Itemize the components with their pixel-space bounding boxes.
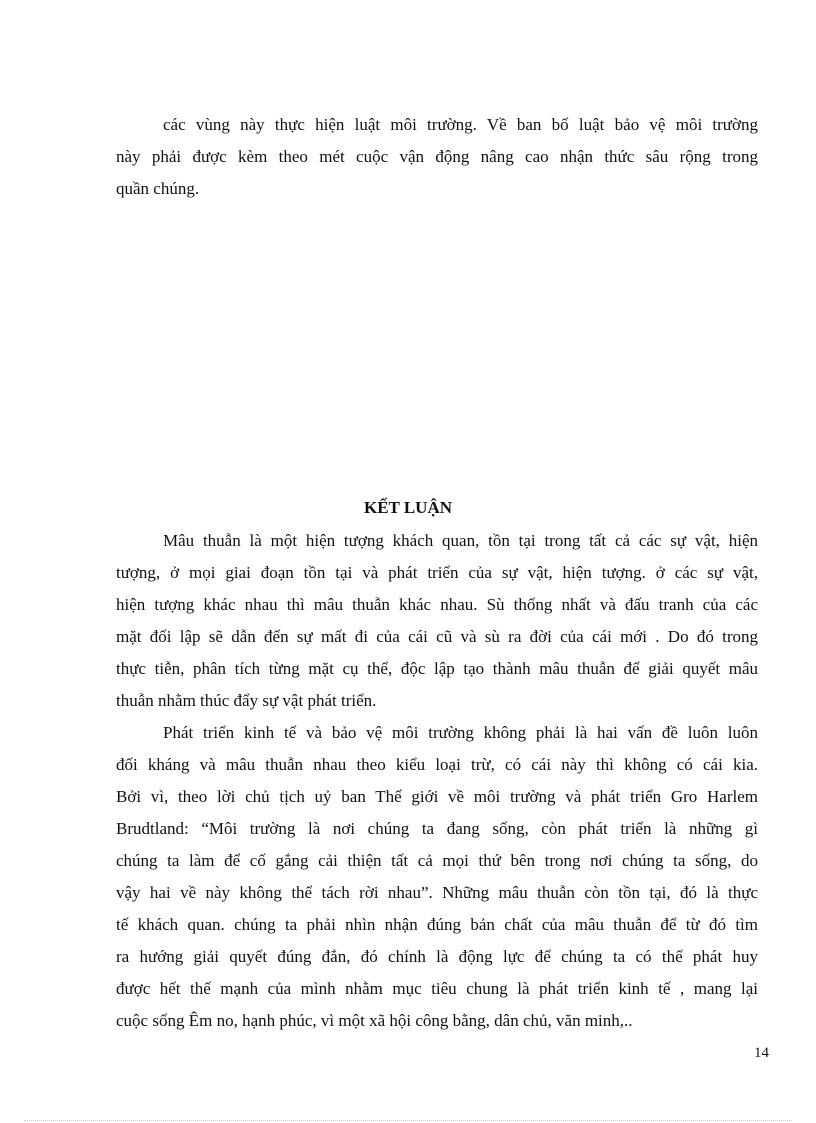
text-line: vậy hai về này không thể tách rời nhau”. Những mâu thuẫn còn tồn tại, đó là thực (116, 883, 758, 902)
text-line: Brudtland: “Môi trường là nơi chúng ta đang sống, còn phát triển là những gì (116, 819, 758, 838)
text-line: đối kháng và mâu thuẫn nhau theo kiểu loại trừ, có cái này thì không có cái kia. (116, 755, 758, 774)
text-line: được hết thế mạnh của mình nhằm mục tiêu chung là phát triển kinh tế , mang lại (116, 979, 758, 998)
text-line: ra hướng giải quyết đúng đắn, đó chính là động lực để chúng ta có thể phát huy (116, 947, 758, 966)
text-line: chúng ta làm để cố gắng cải thiện tất cả mọi thứ bên trong nơi chúng ta sống, do (116, 851, 758, 870)
text-line: cuộc sống Êm no, hạnh phúc, vì một xã hội công bằng, dân chủ, văn minh,.. (116, 1011, 633, 1030)
text-line: Mâu thuẫn là một hiện tượng khách quan, tồn tại trong tất cả các sự vật, hiện (163, 531, 758, 550)
text-line: thuẫn nhằm thúc đẩy sự vật phát triển. (116, 691, 377, 710)
text-line: các vùng này thực hiện luật môi trường. Về ban bố luật bảo vệ môi trường (163, 115, 758, 134)
footer-divider (24, 1120, 792, 1121)
text-line: thực tiễn, phân tích từng mặt cụ thể, độc lập tạo thành mâu thuẫn để giải quyết mâu (116, 659, 758, 678)
text-line: hiện tượng khác nhau thì mâu thuẫn khác nhau. Sù thống nhất và đấu tranh của các (116, 595, 758, 614)
text-line: Phát triển kinh tế và bảo vệ môi trường không phải là hai vấn đề luôn luôn (163, 723, 758, 742)
text-line: tế khách quan. chúng ta phải nhìn nhận đúng bản chất của mâu thuẫn để từ đó tìm (116, 915, 758, 934)
text-line: Bởi vì, theo lời chủ tịch uỷ ban Thế giới về môi trường và phát triển Gro Harlem (116, 787, 758, 806)
text-line: mặt đối lập sẽ dẫn đến sự mất đi của cái cũ và sù ra đời của cái mới . Do đó trong (116, 627, 758, 646)
text-line: tượng, ở mọi giai đoạn tồn tại và phát triển của sự vật, hiện tượng. ở các sự vật, (116, 563, 758, 582)
text-line: quần chúng. (116, 179, 200, 198)
page-number: 14 (754, 1045, 769, 1061)
conclusion-heading: KẾT LUẬN (363, 498, 452, 517)
text-line: này phải được kèm theo mét cuộc vận động nâng cao nhận thức sâu rộng trong (116, 147, 758, 166)
